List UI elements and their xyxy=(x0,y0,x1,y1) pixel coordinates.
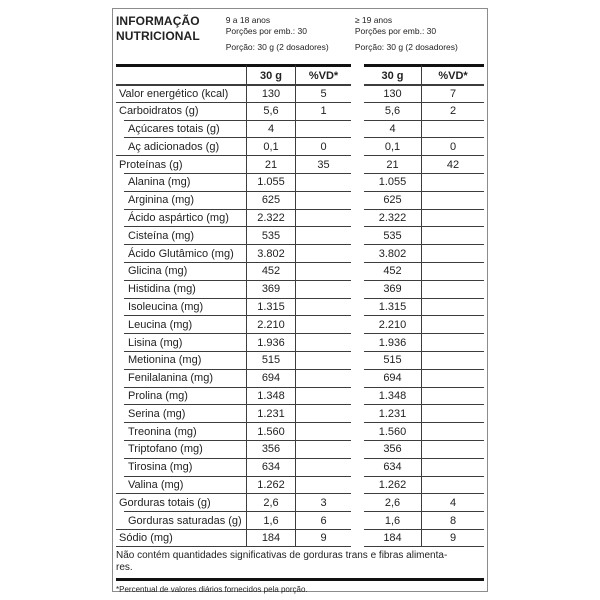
value-30g-group1: 3.802 xyxy=(246,244,295,262)
dv-group2 xyxy=(421,458,484,476)
column-gap xyxy=(351,64,364,84)
row-label: Ácido Glutâmico (mg) xyxy=(124,244,246,262)
nutrition-table xyxy=(116,64,484,547)
value-30g-group1: 515 xyxy=(246,351,295,369)
dv-group2 xyxy=(421,244,484,262)
dv-group2: 9 xyxy=(421,529,484,547)
value-30g-group1: 694 xyxy=(246,369,295,387)
value-30g-group1: 1.262 xyxy=(246,476,295,494)
dv-group1 xyxy=(295,120,351,138)
dv-group1 xyxy=(295,351,351,369)
column-gap xyxy=(351,262,364,280)
row-label: Leucina (mg) xyxy=(124,315,246,333)
dv-group1 xyxy=(295,333,351,351)
value-30g-group2: 3.802 xyxy=(364,244,421,262)
row-label: Valina (mg) xyxy=(124,476,246,494)
column-gap xyxy=(351,244,364,262)
column-gap xyxy=(351,440,364,458)
dv-group2: 8 xyxy=(421,511,484,529)
row-label: Valor energético (kcal) xyxy=(116,84,246,102)
age-group-1-info xyxy=(226,14,355,64)
servings-per-pack-text: Porções por emb.: 30 xyxy=(354,26,437,37)
column-gap xyxy=(351,102,364,120)
dv-group2 xyxy=(421,440,484,458)
value-30g-group1: 1.315 xyxy=(246,298,295,316)
column-gap xyxy=(351,351,364,369)
dv-group2 xyxy=(421,422,484,440)
dv-group2 xyxy=(421,404,484,422)
value-30g-group2: 2.322 xyxy=(364,209,421,227)
label-header xyxy=(116,12,484,64)
column-gap xyxy=(351,422,364,440)
dv-group2: 4 xyxy=(421,493,484,511)
value-30g-group1: 356 xyxy=(246,440,295,458)
dv-group2 xyxy=(421,351,484,369)
value-30g-group1: 4 xyxy=(246,120,295,138)
dv-group1 xyxy=(295,315,351,333)
dv-group2 xyxy=(421,262,484,280)
value-30g-group1: 5,6 xyxy=(246,102,295,120)
row-label: Treonina (mg) xyxy=(124,422,246,440)
row-label: Gorduras saturadas (g) xyxy=(124,511,246,529)
column-gap xyxy=(351,476,364,494)
row-label: Tirosina (mg) xyxy=(124,458,246,476)
age-range-text: 9 a 18 anos xyxy=(225,15,271,25)
row-label: Triptofano (mg) xyxy=(124,440,246,458)
col-header-dv-group1: %VD* xyxy=(295,64,351,84)
note-text-line2: res. xyxy=(116,562,133,574)
dv-group1: 9 xyxy=(295,529,351,547)
row-label: Cisteína (mg) xyxy=(124,226,246,244)
column-gap xyxy=(351,191,364,209)
value-30g-group2: 1.231 xyxy=(364,404,421,422)
portion-size-text: Porção: 30 g (2 dosadores) xyxy=(354,41,458,52)
column-gap xyxy=(351,226,364,244)
row-label: Aç adicionados (g) xyxy=(124,137,246,155)
column-gap xyxy=(351,280,364,298)
dv-group2: 0 xyxy=(421,137,484,155)
dv-group1 xyxy=(295,387,351,405)
value-30g-group2: 1.348 xyxy=(364,387,421,405)
column-gap xyxy=(351,458,364,476)
column-gap xyxy=(351,315,364,333)
column-gap xyxy=(351,155,364,173)
value-30g-group1: 1.231 xyxy=(246,404,295,422)
dv-group1 xyxy=(295,404,351,422)
value-30g-group2: 634 xyxy=(364,458,421,476)
value-30g-group1: 1.348 xyxy=(246,387,295,405)
value-30g-group2: 694 xyxy=(364,369,421,387)
note-text xyxy=(116,550,484,575)
dv-group2 xyxy=(421,209,484,227)
nutrition-label-box xyxy=(112,8,488,592)
row-label: Metionina (mg) xyxy=(124,351,246,369)
value-30g-group2: 130 xyxy=(364,84,421,102)
dv-group1: 5 xyxy=(295,84,351,102)
value-30g-group1: 130 xyxy=(246,84,295,102)
value-30g-group1: 634 xyxy=(246,458,295,476)
dv-group1 xyxy=(295,173,351,191)
col-header-amount-group1: 30 g xyxy=(246,64,295,84)
label-title-line2: NUTRICIONAL xyxy=(116,29,200,43)
value-30g-group1: 2,6 xyxy=(246,493,295,511)
value-30g-group1: 1.560 xyxy=(246,422,295,440)
dv-group1 xyxy=(295,422,351,440)
value-30g-group2: 515 xyxy=(364,351,421,369)
value-30g-group2: 1.560 xyxy=(364,422,421,440)
row-label: Carboidratos (g) xyxy=(116,102,246,120)
dv-group1: 0 xyxy=(295,137,351,155)
value-30g-group1: 2.322 xyxy=(246,209,295,227)
column-gap xyxy=(351,298,364,316)
value-30g-group2: 356 xyxy=(364,440,421,458)
value-30g-group1: 0,1 xyxy=(246,137,295,155)
dv-group2 xyxy=(421,120,484,138)
dv-group2 xyxy=(421,315,484,333)
dv-group2 xyxy=(421,369,484,387)
value-30g-group2: 4 xyxy=(364,120,421,138)
value-30g-group1: 1.055 xyxy=(246,173,295,191)
dv-group1: 3 xyxy=(295,493,351,511)
value-30g-group2: 5,6 xyxy=(364,102,421,120)
value-30g-group2: 2.210 xyxy=(364,315,421,333)
row-label: Gorduras totais (g) xyxy=(116,493,246,511)
dv-group1 xyxy=(295,226,351,244)
column-gap xyxy=(351,209,364,227)
dv-group1 xyxy=(295,262,351,280)
row-label: Serina (mg) xyxy=(124,404,246,422)
value-30g-group1: 535 xyxy=(246,226,295,244)
row-label: Glicina (mg) xyxy=(124,262,246,280)
label-title xyxy=(116,14,226,64)
dv-group2 xyxy=(421,476,484,494)
row-label: Proteínas (g) xyxy=(116,155,246,173)
dv-group2 xyxy=(421,173,484,191)
servings-per-pack-text: Porções por emb.: 30 xyxy=(225,26,307,37)
col-header-amount-group2: 30 g xyxy=(364,64,421,84)
dv-group1: 35 xyxy=(295,155,351,173)
age-group-2-info xyxy=(355,14,484,64)
value-30g-group2: 0,1 xyxy=(364,137,421,155)
note-text-line1: Não contém quantidades significativas de gorduras trans e fibras alimenta- xyxy=(116,549,448,561)
dv-group2 xyxy=(421,387,484,405)
column-gap xyxy=(351,529,364,547)
row-label: Ácido aspártico (mg) xyxy=(124,209,246,227)
value-30g-group2: 452 xyxy=(364,262,421,280)
column-gap xyxy=(351,369,364,387)
row-label: Arginina (mg) xyxy=(124,191,246,209)
dv-group1 xyxy=(295,209,351,227)
value-30g-group1: 2.210 xyxy=(246,315,295,333)
value-30g-group2: 1.936 xyxy=(364,333,421,351)
age-range-text: ≥ 19 anos xyxy=(354,15,393,25)
dv-group2 xyxy=(421,333,484,351)
dv-group2: 42 xyxy=(421,155,484,173)
column-gap xyxy=(351,137,364,155)
row-label: Alanina (mg) xyxy=(124,173,246,191)
dv-group2: 7 xyxy=(421,84,484,102)
value-30g-group2: 1,6 xyxy=(364,511,421,529)
value-30g-group2: 21 xyxy=(364,155,421,173)
dv-group1 xyxy=(295,280,351,298)
dv-group1 xyxy=(295,458,351,476)
row-label: Lisina (mg) xyxy=(124,333,246,351)
dv-group1 xyxy=(295,440,351,458)
row-label: Fenilalanina (mg) xyxy=(124,369,246,387)
dv-group1 xyxy=(295,244,351,262)
dv-group1 xyxy=(295,298,351,316)
value-30g-group2: 1.262 xyxy=(364,476,421,494)
dv-group2: 2 xyxy=(421,102,484,120)
value-30g-group2: 535 xyxy=(364,226,421,244)
value-30g-group1: 184 xyxy=(246,529,295,547)
row-label: Prolina (mg) xyxy=(124,387,246,405)
corner-cell xyxy=(116,64,246,84)
row-label: Isoleucina (mg) xyxy=(124,298,246,316)
dv-group2 xyxy=(421,226,484,244)
value-30g-group2: 1.055 xyxy=(364,173,421,191)
dv-group2 xyxy=(421,280,484,298)
dv-group1: 6 xyxy=(295,511,351,529)
column-gap xyxy=(351,173,364,191)
column-gap xyxy=(351,387,364,405)
value-30g-group2: 1.315 xyxy=(364,298,421,316)
value-30g-group2: 184 xyxy=(364,529,421,547)
column-gap xyxy=(351,493,364,511)
dv-group2 xyxy=(421,191,484,209)
row-label: Açúcares totais (g) xyxy=(124,120,246,138)
col-header-dv-group2: %VD* xyxy=(421,64,484,84)
column-gap xyxy=(351,404,364,422)
dv-group1 xyxy=(295,191,351,209)
column-gap xyxy=(351,120,364,138)
column-gap xyxy=(351,511,364,529)
value-30g-group1: 1,6 xyxy=(246,511,295,529)
dv-group2 xyxy=(421,298,484,316)
value-30g-group1: 452 xyxy=(246,262,295,280)
thick-divider xyxy=(116,578,484,581)
value-30g-group1: 369 xyxy=(246,280,295,298)
label-title-line1: INFORMAÇÃO xyxy=(116,14,200,28)
value-30g-group2: 369 xyxy=(364,280,421,298)
footnote-text: *Percentual de valores diários fornecidos pela porção. xyxy=(116,584,308,594)
portion-size-text: Porção: 30 g (2 dosadores) xyxy=(225,41,329,52)
dv-group1 xyxy=(295,369,351,387)
dv-group1 xyxy=(295,476,351,494)
column-gap xyxy=(351,333,364,351)
value-30g-group1: 625 xyxy=(246,191,295,209)
value-30g-group1: 21 xyxy=(246,155,295,173)
value-30g-group2: 2,6 xyxy=(364,493,421,511)
value-30g-group1: 1.936 xyxy=(246,333,295,351)
row-label: Sódio (mg) xyxy=(116,529,246,547)
value-30g-group2: 625 xyxy=(364,191,421,209)
dv-group1: 1 xyxy=(295,102,351,120)
row-label: Histidina (mg) xyxy=(124,280,246,298)
column-gap xyxy=(351,84,364,102)
